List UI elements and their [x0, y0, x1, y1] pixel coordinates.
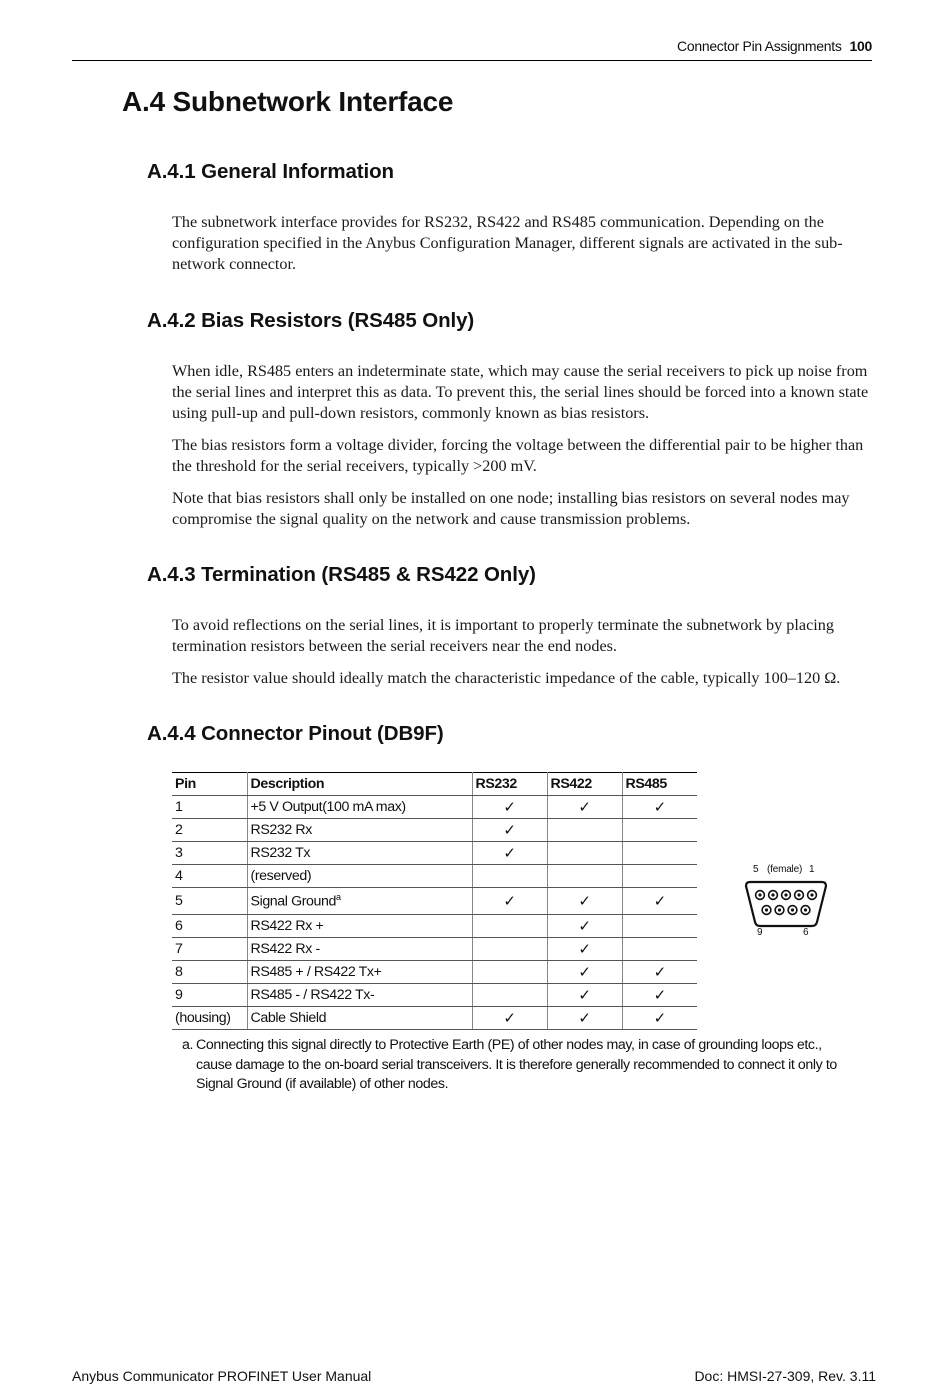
check-rs232: ✓ — [472, 1007, 547, 1030]
paragraph-bias-3: Note that bias resistors shall only be installed on one node; installing bias resistors on several nodes may compromise the signal quality on the network and cause transmission problems. — [172, 489, 850, 528]
table-row — [172, 819, 697, 842]
cell-description: (reserved) — [247, 865, 472, 888]
description-text: Signal Ground — [250, 893, 337, 910]
check-rs422: ✓ — [547, 984, 622, 1007]
header-pin: Pin — [172, 773, 247, 796]
check-rs232: ✓ — [472, 888, 547, 915]
empty-cell — [472, 938, 547, 961]
table-row — [172, 938, 697, 961]
footnote-ref: a — [336, 892, 341, 903]
pinout-table — [172, 772, 697, 1030]
cell-description: RS485 + / RS422 Tx+ — [247, 961, 472, 984]
table-row — [172, 961, 697, 984]
check-rs422: ✓ — [547, 938, 622, 961]
footnote-text: Connecting this signal directly to Protective Earth (PE) of other nodes may, in case of grounding loops etc., cause damage to the on-board serial transceivers. It is therefore generally recommended to connect it only to Signal Ground (if available) of other nodes. — [196, 1037, 837, 1092]
check-rs485: ✓ — [622, 1007, 697, 1030]
table-row — [172, 865, 697, 888]
paragraph-termination-2: The resistor value should ideally match the characteristic impedance of the cable, typically 100–120 Ω. — [172, 669, 841, 687]
table-row — [172, 1007, 697, 1030]
header-rs422: RS422 — [547, 773, 622, 796]
cell-description: RS422 Rx - — [247, 938, 472, 961]
cell-pin: 7 — [172, 938, 247, 961]
cell-description: RS232 Tx — [247, 842, 472, 865]
paragraph-termination-1: To avoid reflections on the serial lines, it is important to properly terminate the subnetwork by placing termination resistors between the serial receivers near the end nodes. — [172, 616, 834, 655]
subsection-title-pinout: A.4.4 Connector Pinout (DB9F) — [147, 722, 444, 745]
empty-cell — [472, 984, 547, 1007]
table-row — [172, 796, 697, 819]
empty-cell — [547, 819, 622, 842]
paragraph-general-1: The subnetwork interface provides for RS232, RS422 and RS485 communication. Depending on the configuration specified in the Anybus Configuration Manager, different signals are activated in the sub-network connector. — [172, 213, 843, 273]
check-rs422: ✓ — [547, 888, 622, 915]
check-rs422: ✓ — [547, 1007, 622, 1030]
footer-doc-id: Doc: HMSI-27-309, Rev. 3.11 — [694, 1368, 876, 1384]
db9-connector-icon — [740, 878, 832, 938]
paragraph-bias-2: The bias resistors form a voltage divider, forcing the voltage between the differential pair to be higher than the threshold for the serial receivers, typically >200 mV. — [172, 436, 864, 475]
empty-cell — [547, 865, 622, 888]
db9-connector-diagram — [740, 862, 832, 942]
check-rs232: ✓ — [472, 796, 547, 819]
connector-label-female: (female) — [767, 864, 803, 875]
cell-pin: 9 — [172, 984, 247, 1007]
empty-cell — [622, 819, 697, 842]
header-description: Description — [247, 773, 472, 796]
empty-cell — [622, 842, 697, 865]
header-rs232: RS232 — [472, 773, 547, 796]
check-rs232: ✓ — [472, 842, 547, 865]
cell-description — [247, 888, 472, 915]
empty-cell — [472, 915, 547, 938]
empty-cell — [622, 865, 697, 888]
cell-pin: 4 — [172, 865, 247, 888]
cell-description: RS485 - / RS422 Tx- — [247, 984, 472, 1007]
cell-pin: 6 — [172, 915, 247, 938]
cell-description: RS232 Rx — [247, 819, 472, 842]
check-rs485: ✓ — [622, 888, 697, 915]
check-rs485: ✓ — [622, 984, 697, 1007]
table-row — [172, 984, 697, 1007]
cell-pin: 8 — [172, 961, 247, 984]
header-title: Connector Pin Assignments — [677, 38, 842, 54]
paragraph-bias-1: When idle, RS485 enters an indeterminate state, which may cause the serial receivers to pick up noise from the serial lines and interpret this as data. To prevent this, the serial lines should be forced into a known state using pull-up and pull-down resistors, commonly known as bias resistors. — [172, 362, 869, 422]
connector-label-6: 6 — [803, 927, 809, 938]
check-rs422: ✓ — [547, 796, 622, 819]
subsection-title-general: A.4.1 General Information — [147, 160, 394, 183]
cell-pin: (housing) — [172, 1007, 247, 1030]
cell-pin: 5 — [172, 888, 247, 915]
page-number: 100 — [849, 38, 872, 54]
empty-cell — [622, 915, 697, 938]
check-rs422: ✓ — [547, 915, 622, 938]
cell-description: Cable Shield — [247, 1007, 472, 1030]
table-row — [172, 842, 697, 865]
subsection-title-bias: A.4.2 Bias Resistors (RS485 Only) — [147, 309, 475, 332]
subsection-title-termination: A.4.3 Termination (RS485 & RS422 Only) — [147, 563, 536, 586]
footnote-mark: a. — [182, 1037, 194, 1053]
footer-manual-title: Anybus Communicator PROFINET User Manual — [72, 1368, 372, 1384]
check-rs232: ✓ — [472, 819, 547, 842]
cell-description: +5 V Output(100 mA max) — [247, 796, 472, 819]
header-rs485: RS485 — [622, 773, 697, 796]
check-rs485: ✓ — [622, 961, 697, 984]
connector-label-1: 1 — [809, 864, 815, 875]
empty-cell — [472, 961, 547, 984]
empty-cell — [472, 865, 547, 888]
empty-cell — [547, 842, 622, 865]
section-title: A.4 Subnetwork Interface — [122, 86, 454, 117]
table-row — [172, 888, 697, 915]
connector-label-9: 9 — [757, 927, 763, 938]
cell-pin: 2 — [172, 819, 247, 842]
empty-cell — [622, 938, 697, 961]
table-footnote — [182, 1036, 852, 1095]
cell-pin: 1 — [172, 796, 247, 819]
cell-pin: 3 — [172, 842, 247, 865]
table-row — [172, 915, 697, 938]
cell-description: RS422 Rx + — [247, 915, 472, 938]
check-rs485: ✓ — [622, 796, 697, 819]
page-header — [72, 38, 872, 61]
check-rs422: ✓ — [547, 961, 622, 984]
connector-label-5: 5 — [753, 864, 759, 875]
table-header-row — [172, 773, 697, 796]
